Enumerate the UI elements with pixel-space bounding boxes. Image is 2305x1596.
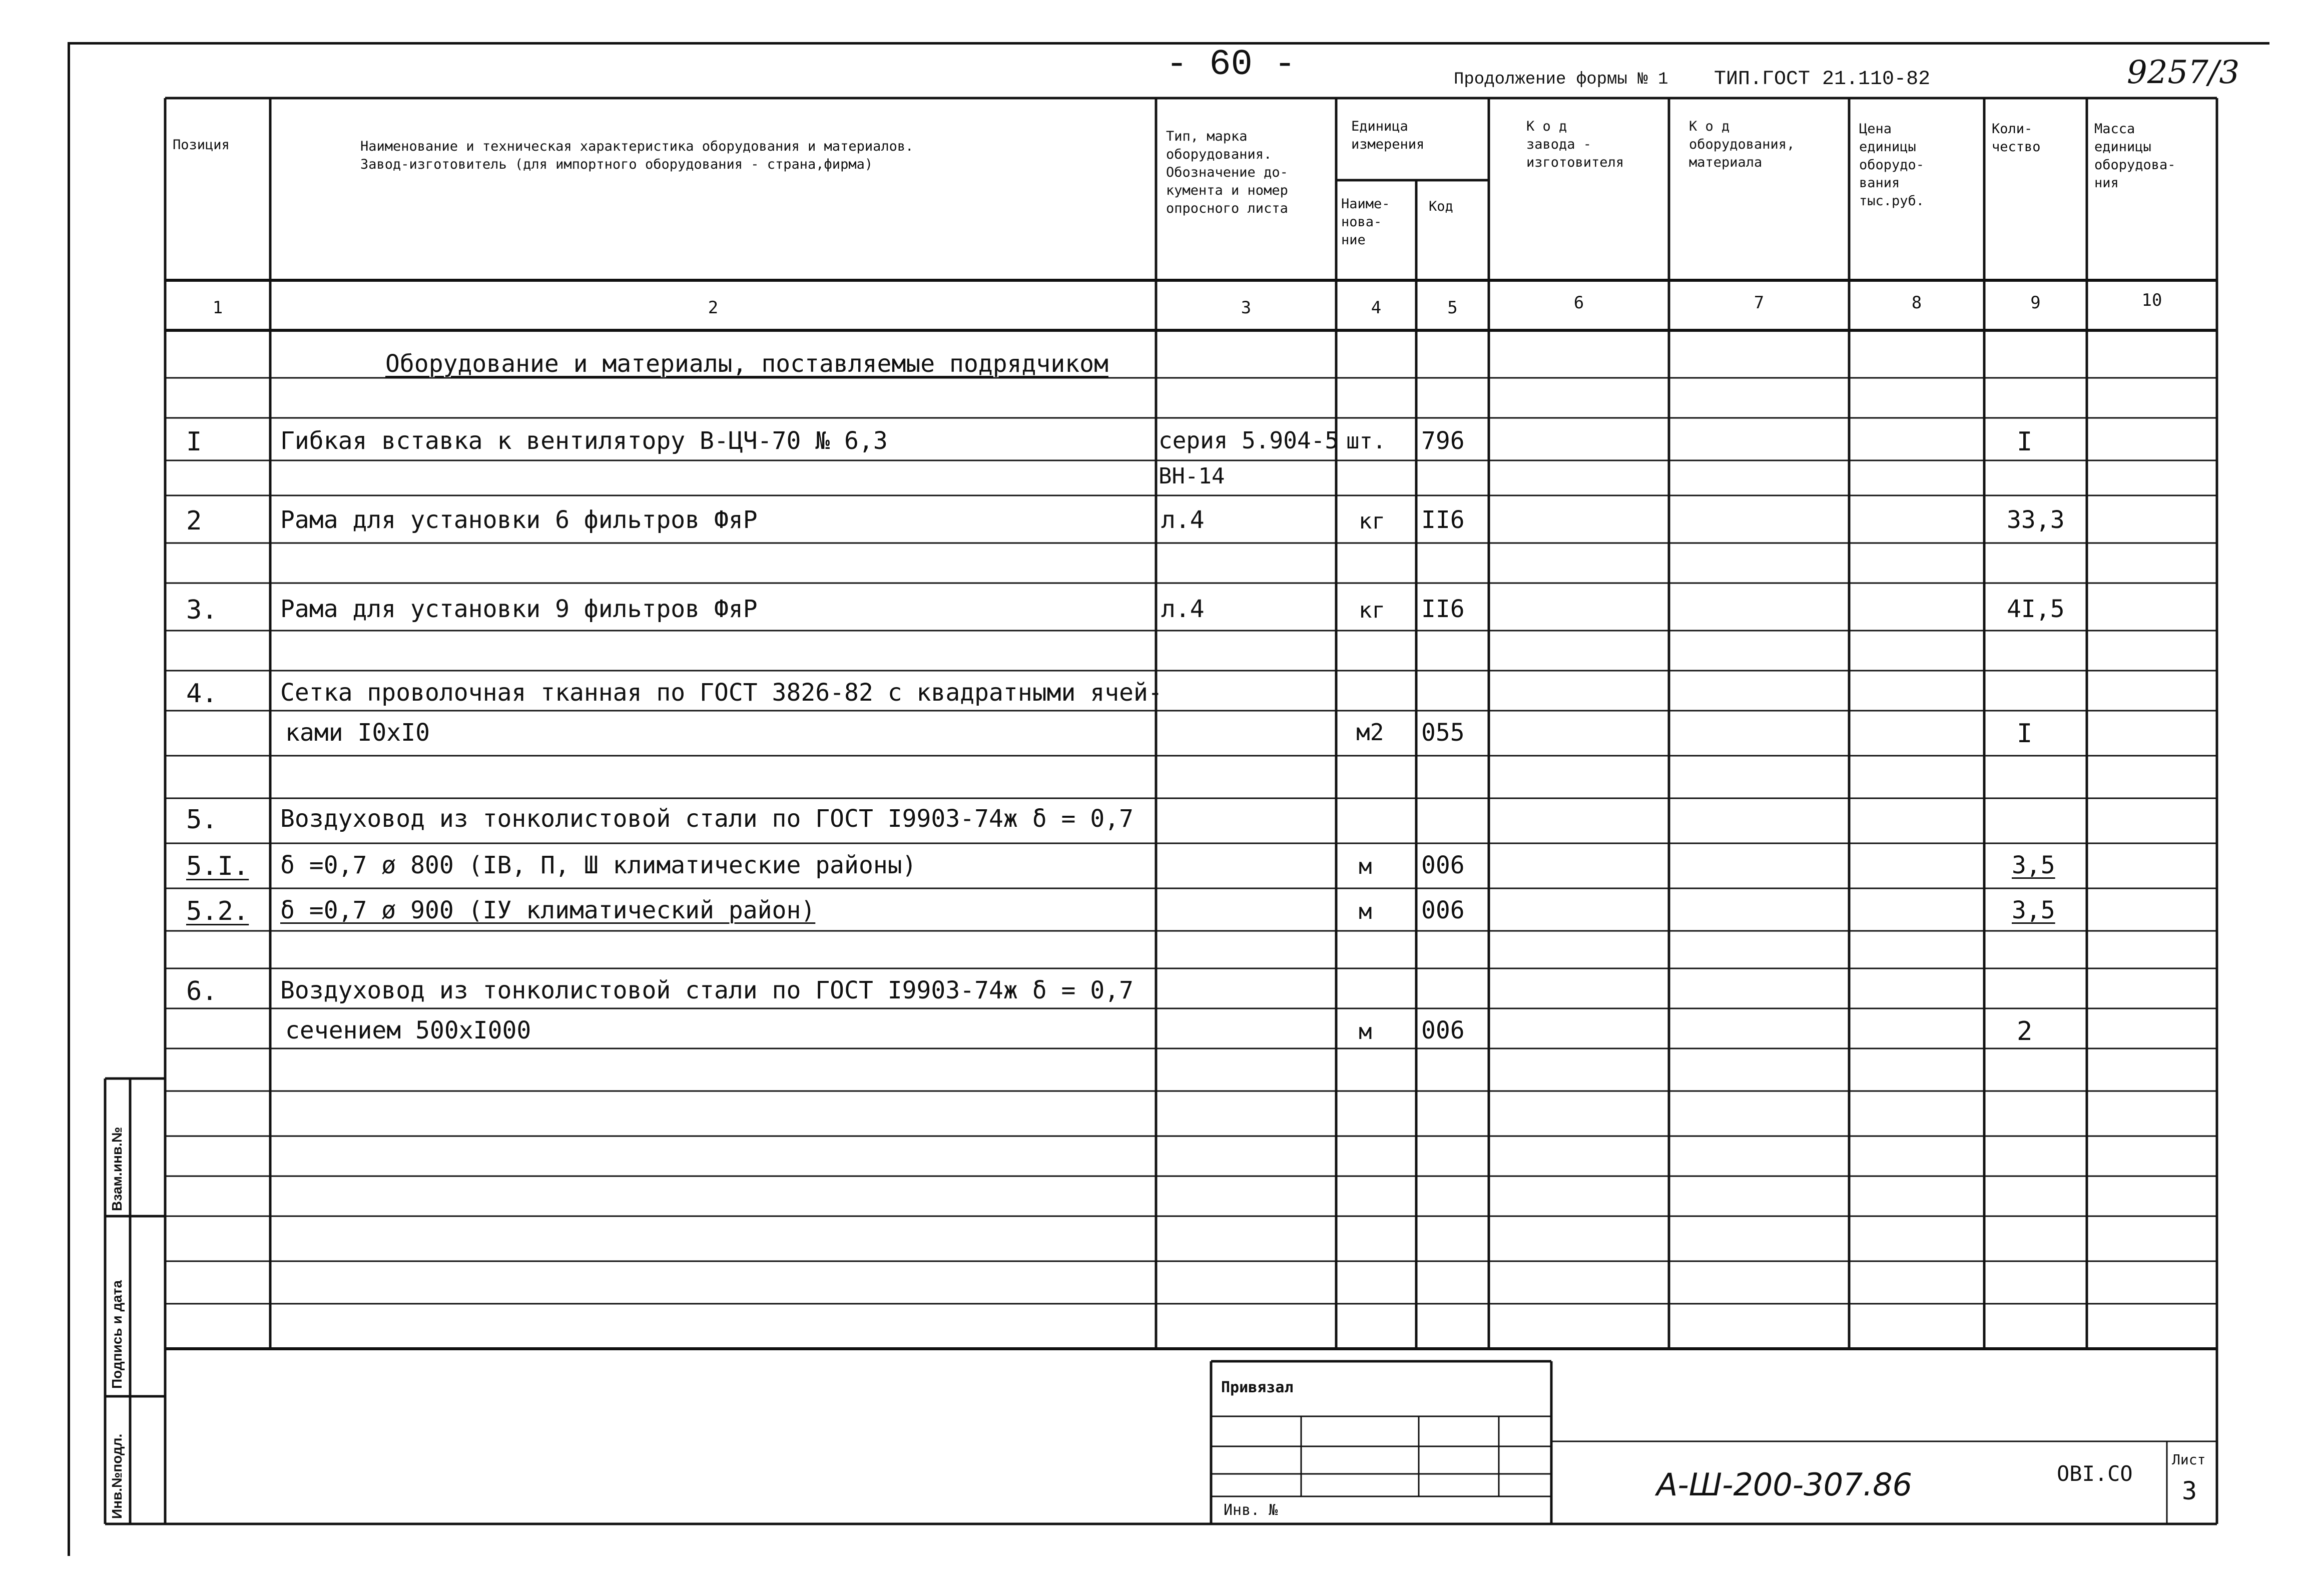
col-number-9: 9: [2030, 293, 2041, 313]
col-number-5: 5: [1447, 298, 1458, 318]
row-3-type: л.4: [1161, 595, 1205, 623]
col-header-maker-code: К о д завода - изготовителя: [1526, 119, 1624, 170]
row-3-position: 3.: [186, 595, 218, 625]
col-header-equipment-code: К о д оборудования, материала: [1689, 119, 1795, 170]
row-5-2-name: δ =0,7 ø 900 (IУ климатический район): [280, 896, 816, 924]
row-5-1-unit: м: [1359, 854, 1372, 879]
col-header-unit-name: Наиме- нова- ние: [1341, 196, 1390, 248]
col-number-3: 3: [1241, 298, 1252, 318]
row-5-1-position: 5.I.: [186, 851, 249, 881]
col-number-8: 8: [1911, 293, 1922, 313]
row-4b-code: 055: [1421, 719, 1465, 747]
row-2-code: II6: [1421, 506, 1465, 534]
col-header-quantity: Коли- чество: [1992, 121, 2041, 155]
col-header-type: Тип, марка оборудования. Обозначение до- кумента и номер опросного листа: [1166, 129, 1288, 216]
row-1b-type: ВН-14: [1159, 463, 1225, 489]
row-5-2-code: 006: [1421, 896, 1465, 924]
side-label-original-inv: Инв.№подл.: [109, 1433, 125, 1519]
col-number-2: 2: [708, 298, 719, 318]
col-header-mass: Масса единицы оборудова- ния: [2094, 121, 2176, 191]
row-3-quantity: 4I,5: [2007, 595, 2065, 623]
form-continuation: Продолжение формы № 1: [1454, 70, 1668, 89]
row-5-1-quantity: 3,5: [2012, 851, 2055, 879]
row-6-name: Воздуховод из тонколистовой стали по ГОСТ I9903-74ж δ = 0,7: [280, 976, 1134, 1004]
section-title: Оборудование и материалы, поставляемые подрядчиком: [385, 350, 1108, 378]
row-6b-unit: м: [1359, 1019, 1372, 1044]
row-2-position: 2: [186, 506, 202, 536]
row-4-name: Сетка проволочная тканная по ГОСТ 3826-82 с квадратными ячей-: [280, 679, 1163, 707]
side-label-replacement-inv: Взам.инв.№: [109, 1127, 125, 1211]
row-4b-name: ками I0xI0: [285, 719, 430, 747]
col-number-6: 6: [1573, 293, 1584, 313]
row-2-unit: кг: [1359, 508, 1385, 534]
row-6-position: 6.: [186, 976, 218, 1006]
row-5-1-name: δ =0,7 ø 800 (IВ, П, Ш климатические районы): [280, 851, 917, 879]
sheet-number: 3: [2182, 1476, 2197, 1505]
sheet-label: Лист: [2172, 1451, 2206, 1468]
row-6b-quantity: 2: [2017, 1016, 2033, 1046]
row-3-code: II6: [1421, 595, 1465, 623]
col-number-4: 4: [1371, 298, 1382, 318]
row-1-name: Гибкая вставка к вентилятору В-ЦЧ-70 № 6,3: [280, 427, 888, 455]
row-2-type: л.4: [1161, 506, 1205, 534]
row-4-position: 4.: [186, 679, 218, 709]
row-1-quantity: I: [2017, 427, 2033, 457]
row-4b-unit: м2: [1356, 719, 1384, 746]
row-5-position: 5.: [186, 805, 218, 835]
row-6b-name: сечением 500xI000: [285, 1016, 531, 1044]
col-number-1: 1: [212, 298, 223, 318]
row-2-name: Рама для установки 6 фильтров ФяР: [280, 506, 758, 534]
col-number-10: 10: [2141, 290, 2162, 310]
drawing-code: А-Ш-200-307.86: [1656, 1466, 1913, 1503]
row-3-unit: кг: [1359, 598, 1385, 623]
row-1-unit: шт.: [1346, 428, 1386, 454]
row-3-name: Рама для установки 9 фильтров ФяР: [280, 595, 758, 623]
row-5-2-quantity: 3,5: [2012, 896, 2055, 924]
col-header-position: Позиция: [173, 137, 230, 153]
row-1-code: 796: [1421, 427, 1465, 455]
row-1-position: I: [186, 427, 202, 457]
page-number: - 60 -: [1166, 44, 1296, 85]
col-header-price: Цена единицы оборудо- вания тыс.руб.: [1859, 121, 1925, 209]
row-5-2-unit: м: [1359, 899, 1372, 924]
row-2-quantity: 33,3: [2007, 506, 2065, 534]
stamp-attached-label: Привязал: [1221, 1379, 1294, 1396]
col-header-unit-code: Код: [1429, 199, 1453, 214]
row-5-2-position: 5.2.: [186, 896, 249, 926]
sheet-code: ОВI.СО: [2057, 1461, 2133, 1486]
row-5-name: Воздуховод из тонколистовой стали по ГОСТ I9903-74ж δ = 0,7: [280, 805, 1134, 833]
col-header-name: Наименование и техническая характеристика оборудования и материалов. Завод-изготовитель (для импортного оборудования - страна,фирма): [360, 139, 914, 172]
col-number-7: 7: [1754, 293, 1765, 313]
document-code: 9257/3: [2127, 54, 2240, 91]
row-6b-code: 006: [1421, 1016, 1465, 1044]
stamp-inv-number-label: Инв. №: [1224, 1501, 1278, 1519]
row-4b-quantity: I: [2017, 719, 2033, 749]
col-header-unit-group: Единица измерения: [1351, 119, 1425, 152]
standard-reference: ТИП.ГОСТ 21.110-82: [1714, 68, 1931, 91]
row-1-type: серия 5.904-5: [1159, 427, 1339, 454]
row-5-1-code: 006: [1421, 851, 1465, 879]
side-label-signature-date: Подпись и дата: [109, 1280, 125, 1389]
